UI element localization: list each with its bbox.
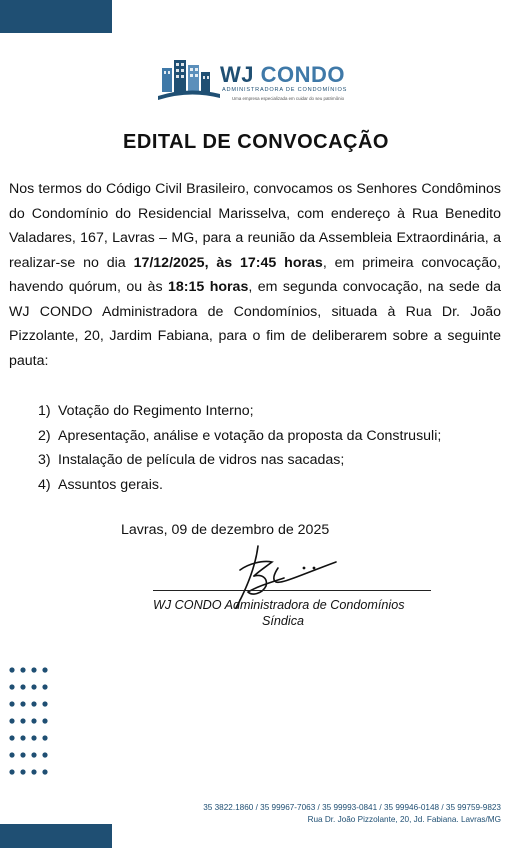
second-call-time: 18:15 horas (167, 279, 249, 295)
top-corner-bar (0, 0, 112, 33)
signatory-company: WJ CONDO Administradora de Condomínios (153, 598, 405, 612)
company-logo (158, 56, 358, 106)
footer-contact (203, 802, 501, 826)
signatory-role: Síndica (262, 614, 305, 628)
footer-address: Rua Dr. João Pizzolante, 20, Jd. Fabiana. Lavras/MG (307, 815, 501, 824)
date-line: Lavras, 09 de dezembro de 2025 (121, 522, 330, 538)
document-title: EDITAL DE CONVOCAÇÃO (123, 131, 389, 153)
agenda-item: 1) Votação do Regimento Interno; (38, 403, 254, 419)
bottom-corner-bar (0, 824, 112, 848)
logo-wordmark: WJ CONDO (220, 62, 346, 87)
agenda-item: 2) Apresentação, análise e votação da proposta da Construsuli; (38, 427, 442, 444)
dot-grid-decoration (8, 666, 54, 788)
agenda-item: 4) Assuntos gerais. (38, 476, 163, 493)
agenda-list (38, 399, 441, 497)
logo-tagline: Uma empresa especializada em cuidar do seu patrimônio (232, 96, 345, 101)
convocation-paragraph: Nos termos do Código Civil Brasileiro, convocamos os Senhores Condôminos do Condomínio do Residencial Marisselva, com endereço à Rua Benedito Valadares, 167, Lavras – MG, para a reunião da Assembleia Extraordinária, a realizar-se no dia 17/12/2025, às 17:45 horas, em primeira convocação, havendo quórum, ou às 18:15 horas, em segunda convocação, na sede da WJ CONDO Administradora de Condomínios, situada à Rua Dr. João Pizzolante, 20, Jardim Fabiana, para o fim de deliberarem sobre a seguinte pauta: (9, 181, 501, 369)
signature-line (153, 590, 431, 591)
footer-phones: 35 3822.1860 / 35 99967-7063 / 35 99993-0841 / 35 99946-0148 / 35 99759-9823 (203, 803, 501, 812)
first-call-datetime: 17/12/2025, às 17:45 horas (133, 254, 323, 271)
building-logo-icon (158, 56, 220, 102)
logo-subtitle: ADMINISTRADORA DE CONDOMÍNIOS (222, 87, 348, 93)
agenda-item: 3) Instalação de película de vidros nas sacadas; (38, 452, 345, 468)
